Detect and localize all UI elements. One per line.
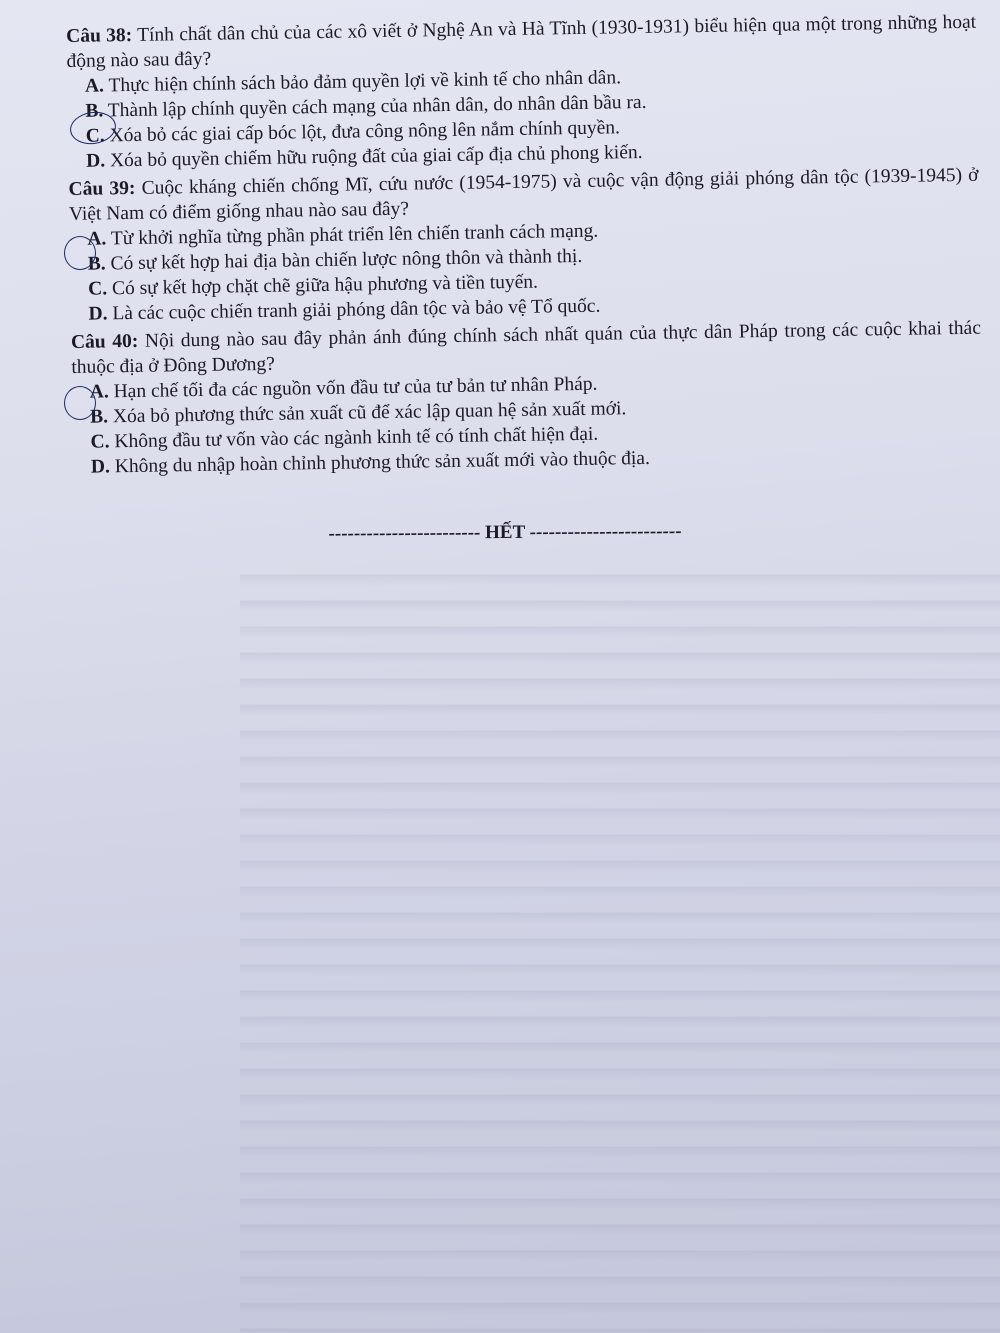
option-letter: B. <box>87 253 106 275</box>
option-text: Không đầu tư vốn vào các ngành kinh tế có tính chất hiện đại. <box>114 423 599 453</box>
question-text: Tính chất dân chủ của các xô viết ở Nghệ An và Hà Tĩnh (1930-1931) biểu hiện qua một trong những hoạt động nào sau đây? <box>66 11 977 72</box>
question-text: Cuộc kháng chiến chống Mĩ, cứu nước (1954-1975) và cuộc vận động giải phóng dân tộc (1939-1945) ở Việt Nam có điểm giống nhau nào sau đây? <box>68 164 979 225</box>
option-letter: C. <box>85 125 105 147</box>
bleed-through-text <box>240 560 1000 1333</box>
option-letter: D. <box>88 303 108 325</box>
option-letter: A. <box>84 75 105 97</box>
option-text: Hạn chế tối đa các nguồn vốn đầu tư của tư bản tư nhân Pháp. <box>113 373 598 403</box>
question-40 <box>71 316 983 480</box>
question-label: Câu 40: <box>70 330 139 353</box>
option-letter: A. <box>87 228 107 250</box>
option-text: Có sự kết hợp hai địa bàn chiến lược nông thôn và thành thị. <box>110 245 583 275</box>
option-text: Xóa bỏ quyền chiếm hữu ruộng đất của giai cấp địa chủ phong kiến. <box>109 141 643 172</box>
option-text: Là các cuộc chiến tranh giải phóng dân tộc và bảo vệ Tổ quốc. <box>112 295 601 325</box>
option-text: Không du nhập hoàn chỉnh phương thức sản xuất mới vào thuộc địa. <box>114 447 651 478</box>
option-text: Xóa bỏ phương thức sản xuất cũ để xác lập quan hệ sản xuất mới. <box>112 398 627 428</box>
option-letter: D. <box>85 150 106 172</box>
option-letter: C. <box>90 431 110 453</box>
question-label: Câu 38: <box>66 24 133 47</box>
question-38 <box>66 10 978 174</box>
option-text: Xóa bỏ các giai cấp bóc lột, đưa công nông lên nắm chính quyền. <box>109 117 621 147</box>
option-letter: C. <box>88 278 108 300</box>
question-text: Nội dung nào sau đây phản ánh đúng chính sách nhất quán của thực dân Pháp trong các cuộc khai thác thuộc địa ở Đông Dương? <box>71 317 982 378</box>
option-text: Thực hiện chính sách bảo đảm quyền lợi về kinh tế cho nhân dân. <box>108 67 622 97</box>
questions-block <box>66 10 983 483</box>
end-marker: ------------------------ HẾT ------------------------ <box>328 520 682 545</box>
question-39 <box>68 163 980 327</box>
option-text: Thành lập chính quyền cách mạng của nhân dân, do nhân dân bầu ra. <box>107 91 647 122</box>
question-label: Câu 39: <box>68 177 136 200</box>
option-letter: A. <box>89 381 109 403</box>
option-text: Có sự kết hợp chặt chẽ giữa hậu phương và tiền tuyến. <box>111 271 539 300</box>
option-text: Từ khởi nghĩa từng phần phát triển lên chiến tranh cách mạng. <box>110 220 599 250</box>
option-letter: D. <box>90 456 111 478</box>
option-letter: B. <box>85 100 104 122</box>
option-letter: B. <box>90 406 109 428</box>
